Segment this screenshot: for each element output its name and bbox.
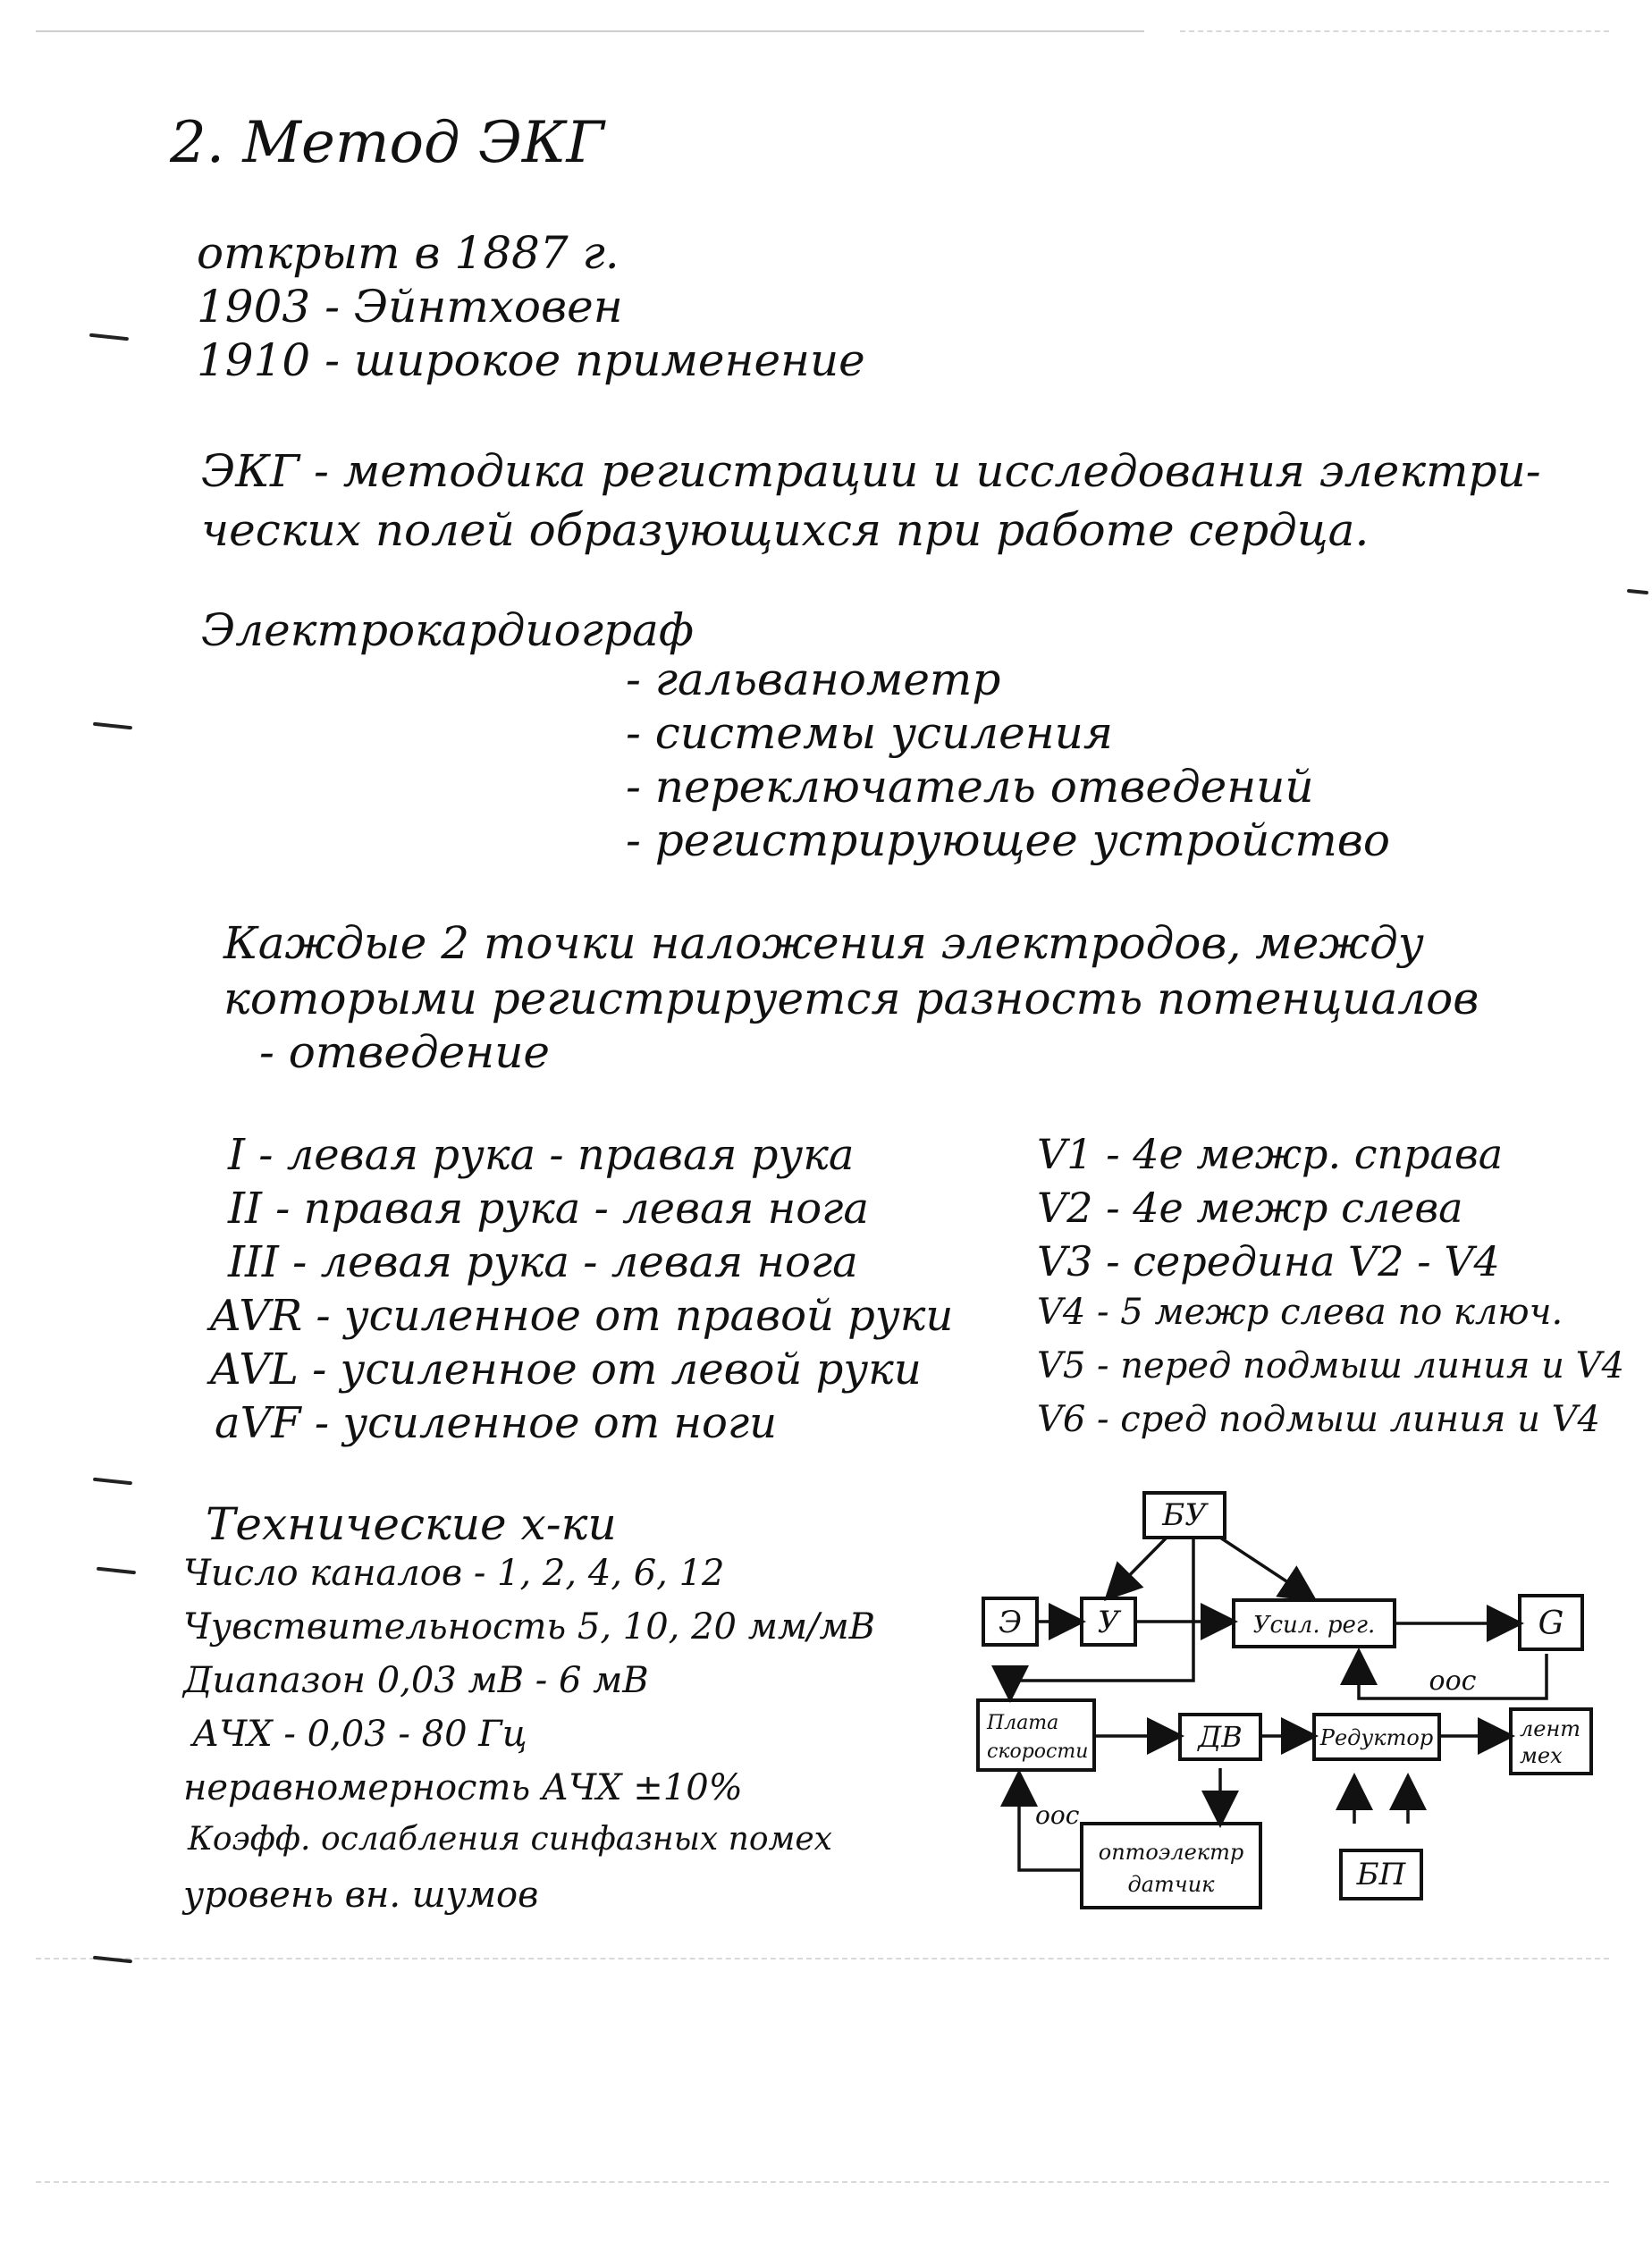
history-line-1: открыт в 1887 г.	[197, 227, 620, 279]
spec-noise: уровень вн. шумов	[183, 1875, 539, 1916]
lead-avr: AVR - усиленное от правой руки	[210, 1291, 954, 1341]
lead-limb-2: II - правая рука - левая нога	[228, 1184, 870, 1234]
block-tape-mechanism-label-1: лент	[1520, 1716, 1581, 1741]
spec-range: Диапазон 0,03 мВ - 6 мВ	[183, 1660, 649, 1701]
device-part-1: - гальванометр	[626, 653, 1001, 705]
margin-tick	[89, 333, 129, 341]
arrow-by-to-u	[1108, 1538, 1167, 1597]
specs-heading: Технические х-ки	[206, 1498, 617, 1550]
block-galvanometer-label: G	[1538, 1605, 1564, 1642]
lead-def-line-1: Каждые 2 точки наложения электродов, между	[223, 917, 1424, 969]
device-part-2: - системы усиления	[626, 707, 1113, 759]
history-line-2: 1903 - Эйнтховен	[197, 281, 623, 333]
page-rule-bottom	[36, 2181, 1609, 2183]
lead-avf: aVF - усиленное от ноги	[215, 1398, 778, 1448]
page-rule-top-right	[1180, 30, 1609, 32]
oos-left-label: оос	[1035, 1800, 1080, 1830]
ecg-block-diagram	[965, 1466, 1609, 1967]
margin-tick-right	[1627, 589, 1648, 594]
spec-cmrr: Коэфф. ослабления синфазных помех	[188, 1821, 832, 1858]
lead-v3: V3 - середина V2 - V4	[1037, 1237, 1500, 1285]
block-electrode-label: Э	[998, 1605, 1023, 1640]
page-rule-top	[36, 30, 1144, 32]
device-part-4: - регистрирующее устройство	[626, 814, 1390, 866]
margin-tick	[93, 722, 132, 730]
device-part-3: - переключатель отведений	[626, 761, 1314, 813]
spec-sensitivity: Чувствительность 5, 10, 20 мм/мВ	[183, 1606, 876, 1648]
block-opto-sensor-label-1: оптоэлектр	[1098, 1840, 1244, 1865]
block-tape-mechanism-label-2: мех	[1520, 1743, 1563, 1768]
page-title: 2. Метод ЭКГ	[170, 110, 604, 176]
spec-freq-response: АЧХ - 0,03 - 80 Гц	[192, 1714, 527, 1755]
history-line-3: 1910 - широкое применение	[197, 334, 865, 386]
device-name: Электрокардиограф	[201, 604, 694, 656]
block-power-supply-label: БП	[1356, 1857, 1406, 1892]
oos-top-label: оос	[1429, 1665, 1477, 1697]
definition-line-2: ческих полей образующихся при работе сердца.	[201, 504, 1370, 556]
lead-limb-3: III - левая рука - левая нога	[228, 1237, 858, 1287]
block-reducer-label: Редуктор	[1319, 1725, 1434, 1750]
block-motor-label: ДВ	[1198, 1720, 1243, 1754]
lead-v5: V5 - перед подмыш линия и V4	[1037, 1345, 1624, 1386]
lead-limb-1: I - левая рука - правая рука	[228, 1130, 855, 1180]
definition-line-1: ЭКГ - методика регистрации и исследования электри-	[201, 445, 1541, 497]
lead-v1: V1 - 4е межр. справа	[1037, 1130, 1504, 1178]
lead-def-line-2: которыми регистрируется разность потенциалов	[223, 973, 1479, 1024]
arrow-by-to-amp	[1220, 1538, 1312, 1598]
margin-tick	[93, 1478, 132, 1486]
margin-tick	[97, 1567, 136, 1575]
block-control-unit-label: БУ	[1162, 1497, 1207, 1533]
lead-def-line-3: - отведение	[259, 1026, 550, 1078]
lead-v6: V6 - сред подмыш линия и V4	[1037, 1399, 1600, 1440]
margin-tick	[93, 1956, 132, 1964]
block-speed-board-label-1: Плата	[987, 1712, 1059, 1734]
lead-v4: V4 - 5 межр слева по ключ.	[1037, 1292, 1564, 1333]
block-speed-board-label-2: скорости	[987, 1740, 1089, 1763]
block-amp-recorder-label: Усил. рег.	[1252, 1612, 1376, 1639]
lead-avl: AVL - усиленное от левой руки	[210, 1344, 922, 1395]
spec-nonuniformity: неравномерность АЧХ ±10%	[183, 1767, 743, 1808]
block-amplifier-u-label: У	[1097, 1605, 1120, 1640]
lead-v2: V2 - 4е межр слева	[1037, 1184, 1463, 1232]
block-opto-sensor-label-2: датчик	[1127, 1872, 1215, 1897]
spec-channels: Число каналов - 1, 2, 4, 6, 12	[183, 1553, 725, 1594]
